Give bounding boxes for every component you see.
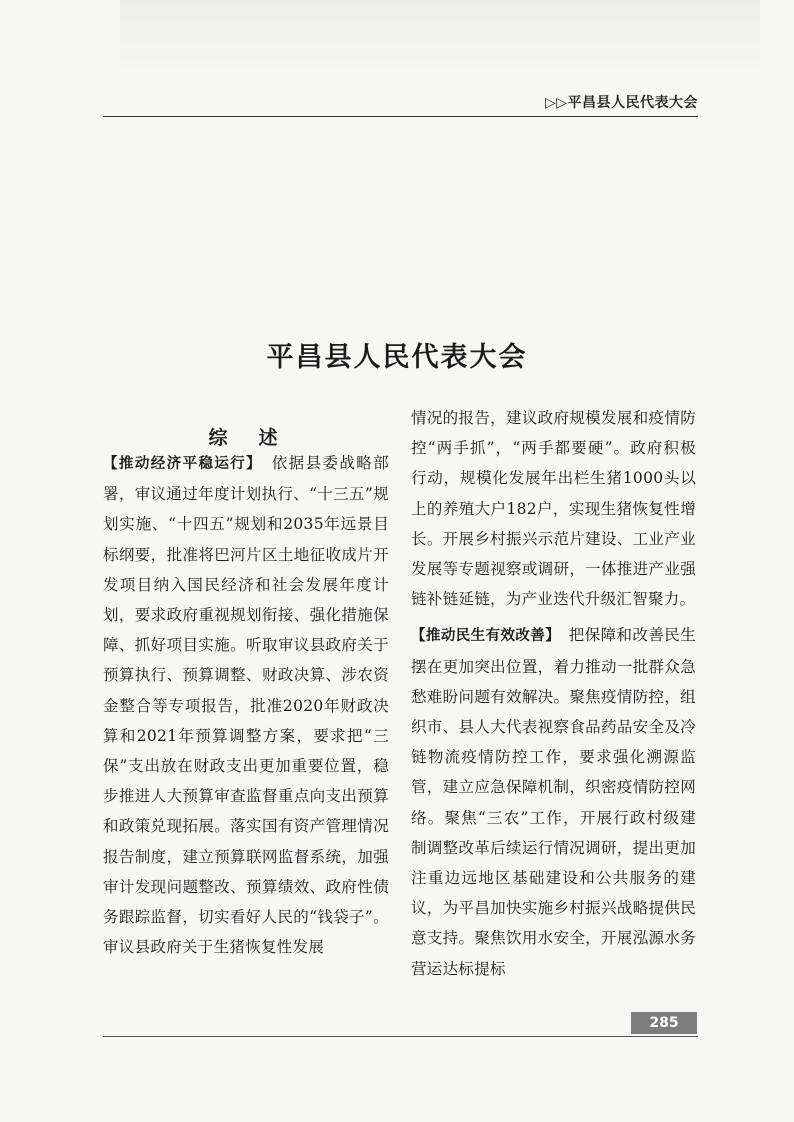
paragraph-label: 【推动民生有效改善】 <box>411 628 553 645</box>
header-divider <box>103 116 698 117</box>
running-header: ▷▷平昌县人民代表大会 <box>544 95 698 111</box>
paragraph-text: 把保障和改善民生摆在更加突出位置，着力推动一批群众急愁难盼问题有效解决。聚焦疫情防控，组织市、县人大代表视察食品药品安全及冷链物流疫情防控工作，要求强化溯源监管，建立应急保障机制，织密疫情防控网络。聚焦“三农”工作，开展行政村级建制调整改革后续运行情况调研，提出更加注重边远地区基础建设和公共服务的建议，为平昌加快实施乡村振兴战略提供民意支持。聚焦饮用水安全，开展泓源水务营运达标提标 <box>411 626 697 978</box>
left-column <box>103 448 389 968</box>
page-number: 285 <box>631 1012 697 1034</box>
section-heading: 综 述 <box>208 427 284 449</box>
right-column <box>411 403 696 990</box>
paragraph-text: 情况的报告，建议政府规模发展和疫情防控“两手抓”，“两手都要硬”。政府积极行动，规模化发展年出栏生猪1000头以上的养殖大户182户，实现生猪恢复性增长。开展乡村振兴示范片建设、工业产业发展等专题视察或调研，一体推进产业强链补链延链，为产业迭代升级汇智聚力。 <box>411 409 696 609</box>
paragraph-text: 依据县委战略部署，审议通过年度计划执行、“十三五”规划实施、“十四五”规划和2035年远景目标纲要，批准将巴河片区土地征收成片开发项目纳入国民经济和社会发展年度计划，要求政府重视规划衔接、强化措施保障、抓好项目实施。听取审议县政府关于预算执行、预算调整、财政决算、涉农资金整合等专项报告，批准2020年财政决算和2021年预算调整方案，要求把“三保”支出放在财政支出更加重要位置，稳步推进人大预算审查监督重点向支出预算和政策兑现拓展。落实国有资产管理情况报告制度，建立预算联网监督系统，加强审计发现问题整改、预算绩效、政府性债务跟踪监督，切实看好人民的“钱袋子”。审议县政府关于生猪恢复性发展 <box>103 454 390 957</box>
paragraph-label: 【推动经济平稳运行】 <box>103 456 255 472</box>
paragraph-economy <box>103 448 389 962</box>
footer-divider <box>103 1036 698 1037</box>
page-title: 平昌县人民代表大会 <box>266 342 528 373</box>
paragraph-livelihood <box>411 620 696 983</box>
scan-shadow <box>120 0 760 70</box>
paragraph-continued <box>411 403 696 614</box>
